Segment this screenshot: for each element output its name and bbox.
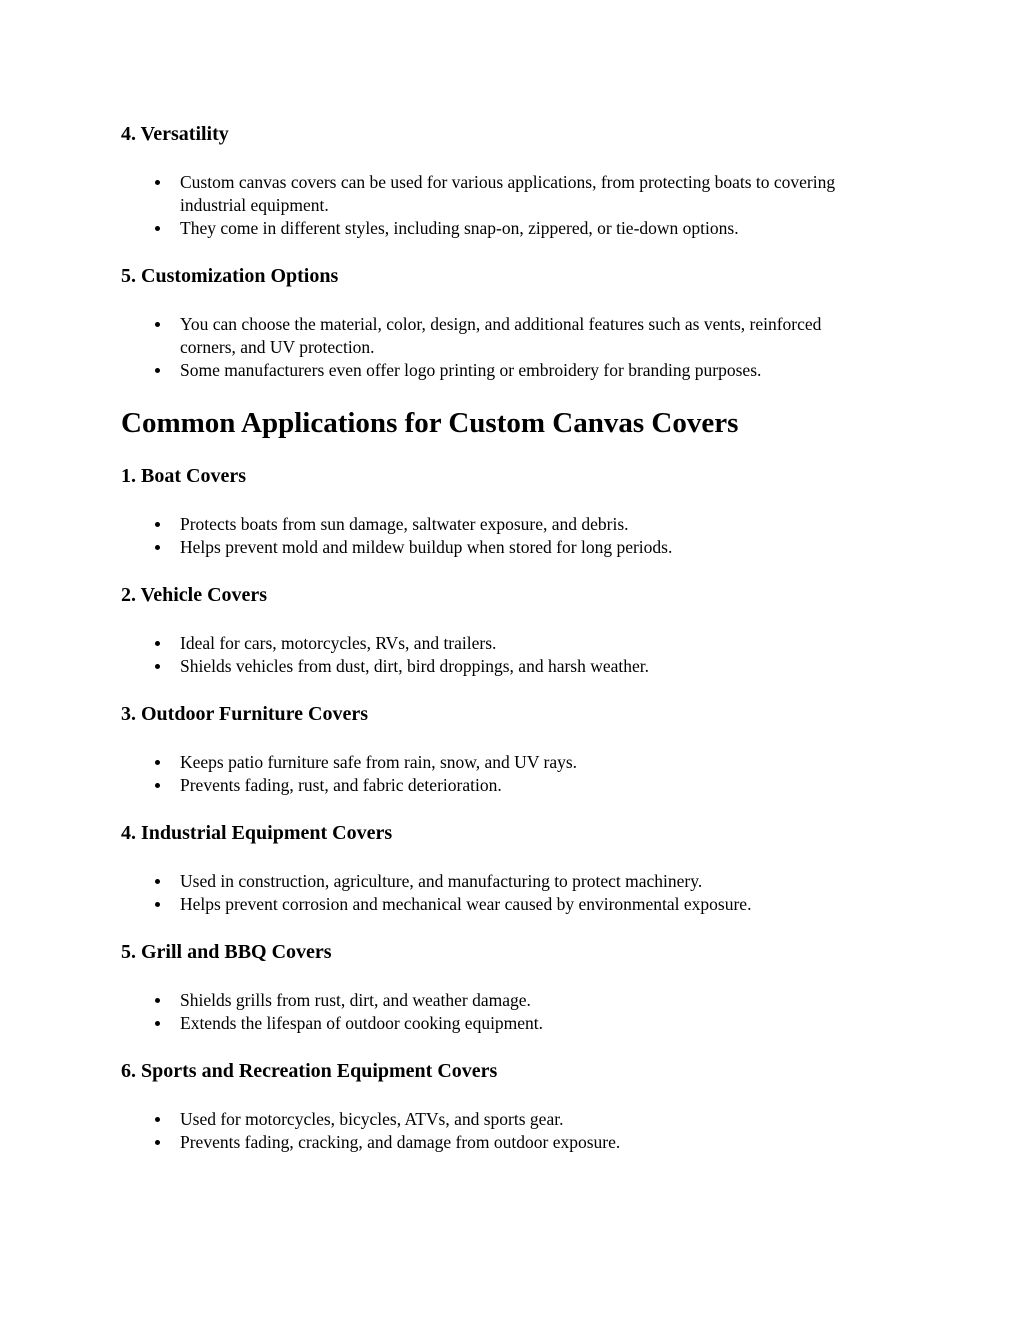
list-item <box>121 217 881 240</box>
list-item-text: Shields vehicles from dust, dirt, bird droppings, and harsh weather. <box>180 656 650 676</box>
list-item-text: Used in construction, agriculture, and manufacturing to protect machinery. <box>180 871 703 891</box>
list-item-text: Helps prevent mold and mildew buildup when stored for long periods. <box>180 537 673 557</box>
section-heading-boat-covers: 1. Boat Covers <box>121 465 246 487</box>
section-heading-outdoor-furniture-covers: 3. Outdoor Furniture Covers <box>121 703 369 725</box>
list-item-text: Ideal for cars, motorcycles, RVs, and trailers. <box>180 633 497 653</box>
list-item <box>121 989 881 1012</box>
bullet-list-outdoor-furniture-covers <box>121 751 881 797</box>
bullet-icon <box>155 998 160 1003</box>
bullet-icon <box>155 1021 160 1026</box>
list-item-text: Shields grills from rust, dirt, and weather damage. <box>180 990 531 1010</box>
list-item <box>121 313 881 359</box>
list-item-text: Keeps patio furniture safe from rain, snow, and UV rays. <box>180 752 578 772</box>
bullet-list-customization-options <box>121 313 881 382</box>
bullet-icon <box>155 522 160 527</box>
bullet-icon <box>155 1140 160 1145</box>
list-item-text: They come in different styles, including snap-on, zippered, or tie-down options. <box>180 218 739 238</box>
bullet-icon <box>155 641 160 646</box>
bullet-icon <box>155 760 160 765</box>
list-item-text: Prevents fading, cracking, and damage from outdoor exposure. <box>180 1132 621 1152</box>
list-item <box>121 536 881 559</box>
list-item <box>121 893 881 916</box>
list-item-text: Extends the lifespan of outdoor cooking equipment. <box>180 1013 544 1033</box>
list-item-text: You can choose the material, color, design, and additional features such as vents, reinforced corners, and UV protection. <box>180 314 822 357</box>
bullet-icon <box>155 783 160 788</box>
list-item <box>121 1012 881 1035</box>
bullet-list-vehicle-covers <box>121 632 881 678</box>
list-item-text: Helps prevent corrosion and mechanical wear caused by environmental exposure. <box>180 894 752 914</box>
section-heading-grill-bbq-covers: 5. Grill and BBQ Covers <box>121 941 332 963</box>
list-item-text: Some manufacturers even offer logo printing or embroidery for branding purposes. <box>180 360 762 380</box>
list-item <box>121 1131 881 1154</box>
bullet-icon <box>155 664 160 669</box>
list-item <box>121 774 881 797</box>
bullet-list-grill-bbq-covers <box>121 989 881 1035</box>
list-item-text: Used for motorcycles, bicycles, ATVs, and sports gear. <box>180 1109 564 1129</box>
list-item <box>121 1108 881 1131</box>
list-item <box>121 870 881 893</box>
bullet-list-industrial-equipment-covers <box>121 870 881 916</box>
section-heading-vehicle-covers: 2. Vehicle Covers <box>121 584 268 606</box>
bullet-icon <box>155 879 160 884</box>
section-heading-sports-recreation-covers: 6. Sports and Recreation Equipment Covers <box>121 1060 498 1082</box>
bullet-icon <box>155 368 160 373</box>
list-item <box>121 513 881 536</box>
section-heading-customization-options: 5. Customization Options <box>121 265 339 287</box>
list-item-text: Protects boats from sun damage, saltwater exposure, and debris. <box>180 514 629 534</box>
section-heading-industrial-equipment-covers: 4. Industrial Equipment Covers <box>121 822 393 844</box>
bullet-icon <box>155 226 160 231</box>
list-item <box>121 632 881 655</box>
list-item <box>121 751 881 774</box>
section-heading-versatility: 4. Versatility <box>121 123 229 145</box>
bullet-icon <box>155 180 160 185</box>
bullet-list-versatility <box>121 171 881 240</box>
list-item <box>121 359 881 382</box>
main-heading: Common Applications for Custom Canvas Covers <box>121 407 739 439</box>
list-item <box>121 655 881 678</box>
list-item <box>121 171 881 217</box>
bullet-list-boat-covers <box>121 513 881 559</box>
bullet-icon <box>155 322 160 327</box>
bullet-icon <box>155 902 160 907</box>
bullet-list-sports-recreation-covers <box>121 1108 881 1154</box>
list-item-text: Custom canvas covers can be used for various applications, from protecting boats to covering industrial equipment. <box>180 172 836 215</box>
bullet-icon <box>155 1117 160 1122</box>
bullet-icon <box>155 545 160 550</box>
list-item-text: Prevents fading, rust, and fabric deterioration. <box>180 775 502 795</box>
